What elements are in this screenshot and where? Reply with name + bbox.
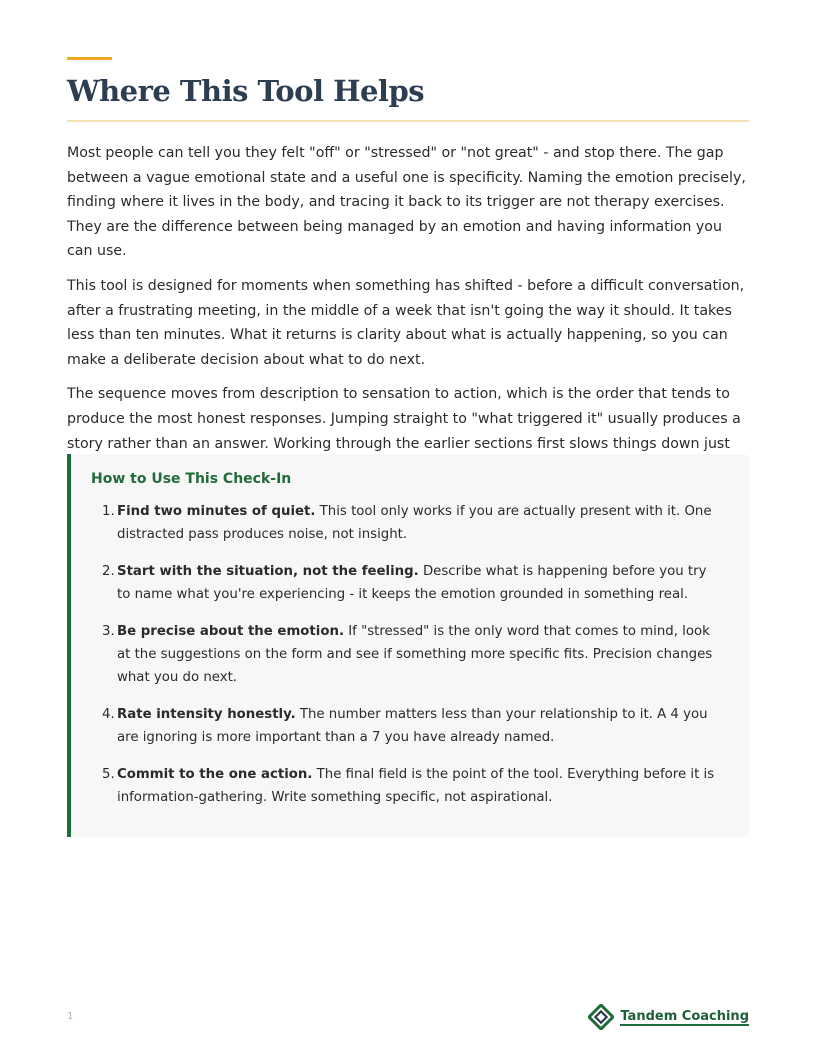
- step-number: 4.: [102, 707, 115, 722]
- list-item: [91, 620, 721, 689]
- step-heading: Rate intensity honestly.: [117, 707, 296, 722]
- page-number: 1: [67, 1011, 74, 1022]
- intro-text: [67, 141, 751, 491]
- paragraph: The sequence moves from description to sensation to action, which is the order that tends to produce the most honest responses. Jumping straight to "what triggered it" usually produces a story rather than an answer. Working through the earlier sections first slows things down just: [67, 386, 741, 452]
- step-heading: Start with the situation, not the feeling.: [117, 564, 419, 579]
- step-number: 5.: [102, 767, 115, 782]
- title-accent-bar: [67, 57, 112, 60]
- list-item: [91, 703, 721, 749]
- step-number: 2.: [102, 564, 115, 579]
- page-title: Where This Tool Helps: [67, 74, 425, 108]
- paragraph: This tool is designed for moments when something has shifted - before a difficult conversation, after a frustrating meeting, in the middle of a week that isn't going the way it should. It takes less than ten minutes. What it returns is clarity about what is actually happening, so you can make a deliberate decision about what to do next.: [67, 277, 745, 368]
- diamond-logo-icon: [588, 1004, 614, 1030]
- step-heading: Commit to the one action.: [117, 767, 313, 782]
- steps-list: [91, 500, 721, 823]
- list-item: [91, 763, 721, 809]
- list-item: [91, 560, 721, 606]
- step-text: This tool only works if you are actually present with it. One distracted pass produces noise, not insight.: [117, 504, 712, 542]
- brand-name: Tandem Coaching: [620, 1008, 749, 1024]
- step-heading: Be precise about the emotion.: [117, 624, 345, 639]
- step-text: Describe what is happening before you try to name what you're experiencing - it keeps the emotion grounded in something real.: [117, 564, 707, 602]
- step-text: If "stressed" is the only word that comes to mind, look at the suggestions on the form and see if something more specific fits. Precision changes what you do next.: [117, 624, 713, 685]
- brand-logo: [588, 1004, 749, 1030]
- callout-title: How to Use This Check-In: [91, 471, 292, 487]
- step-number: 3.: [102, 624, 115, 639]
- how-to-callout: [67, 454, 749, 837]
- step-text: The final field is the point of the tool. Everything before it is information-gathering. Write something specific, not aspirational.: [117, 767, 715, 805]
- list-item: [91, 500, 721, 546]
- title-divider: [67, 120, 749, 122]
- step-heading: Find two minutes of quiet.: [117, 504, 316, 519]
- step-number: 1.: [102, 504, 115, 519]
- step-text: The number matters less than your relationship to it. A 4 you are ignoring is more important than a 7 you have already named.: [117, 707, 708, 745]
- paragraph: Most people can tell you they felt "off" or "stressed" or "not great" - and stop there. The gap between a vague emotional state and a useful one is specificity. Naming the emotion precisely, finding where it lives in the body, and tracing it back to its trigger are not therapy exercises. They are the difference between being managed by an emotion and having information you can use.: [67, 145, 746, 260]
